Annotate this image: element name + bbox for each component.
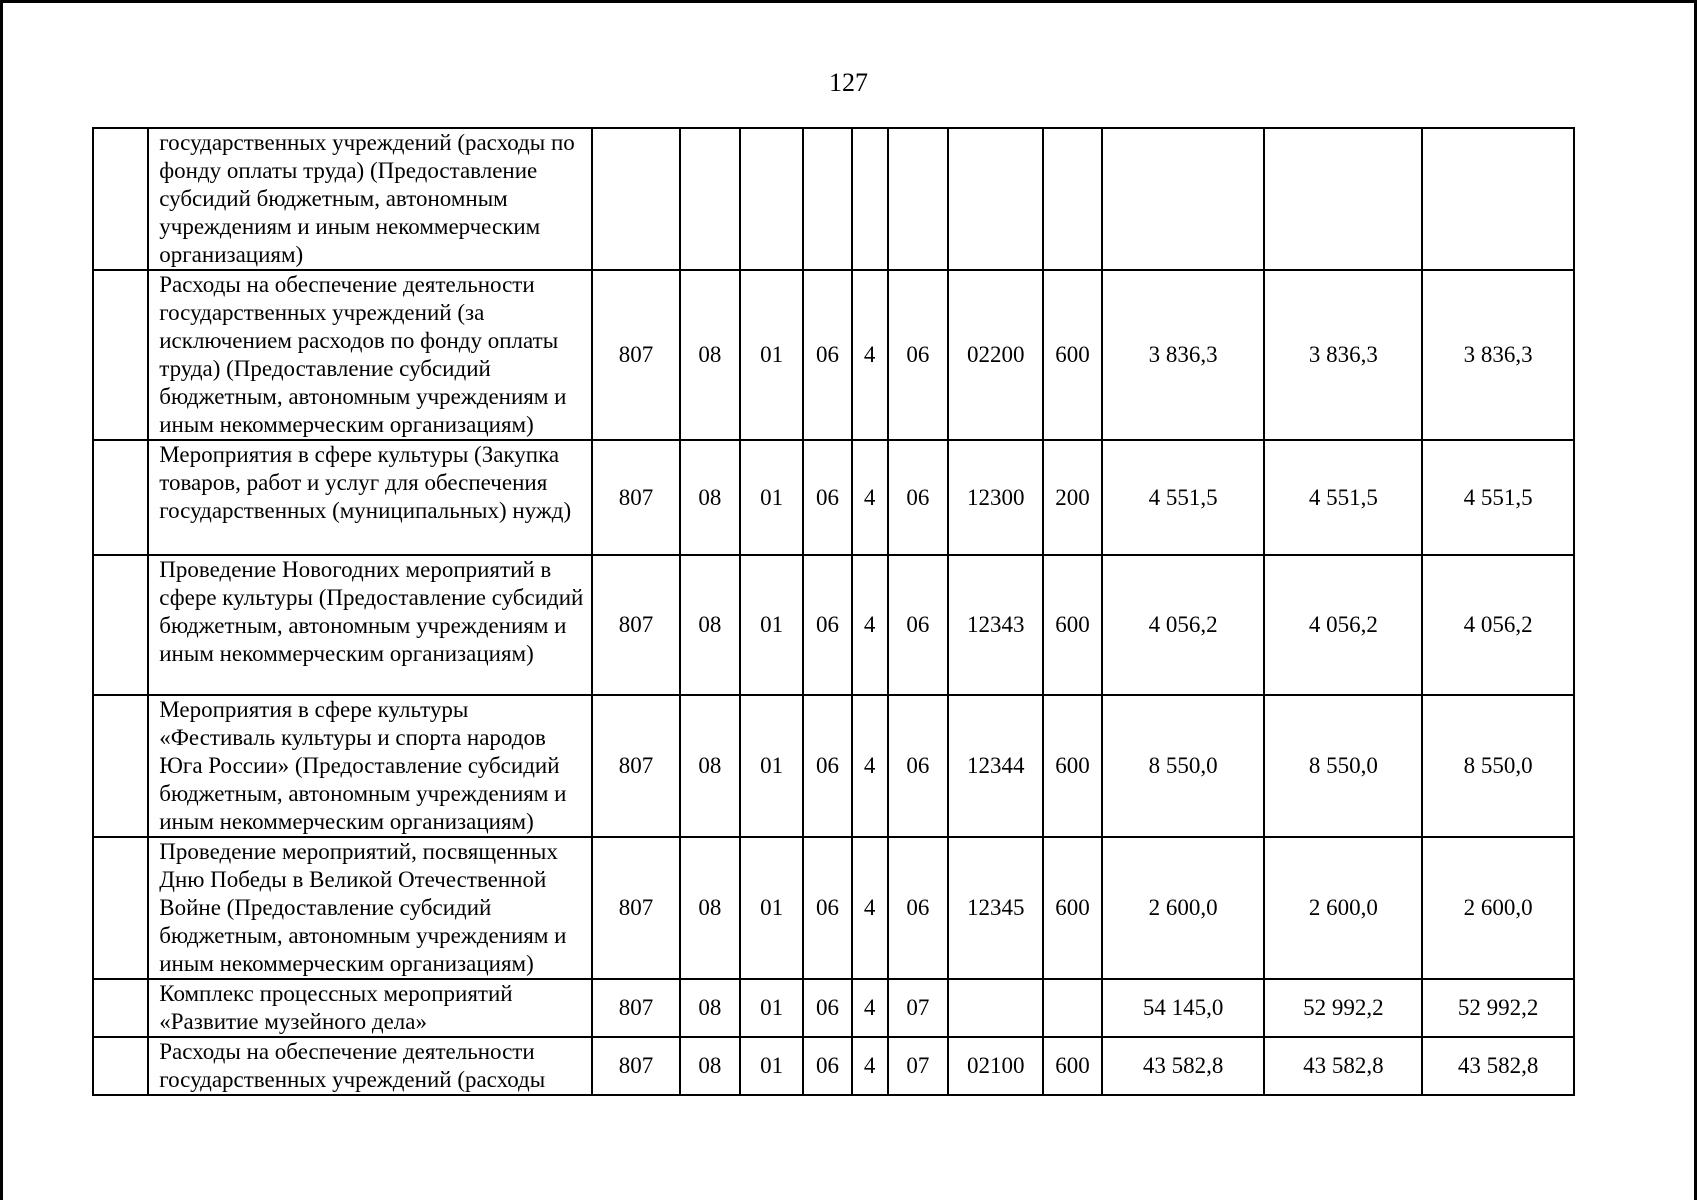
code-subsection: 01 xyxy=(740,270,803,440)
code-direction: 12344 xyxy=(948,695,1043,837)
amount-year-1: 43 582,8 xyxy=(1102,1037,1265,1095)
amount-year-3: 2 600,0 xyxy=(1422,837,1574,979)
row-number-cell xyxy=(93,440,148,555)
amount-year-1: 4 056,2 xyxy=(1102,555,1265,695)
amount-year-2: 8 550,0 xyxy=(1264,695,1422,837)
code-subprogram-type xyxy=(852,128,888,270)
amount-year-3: 4 056,2 xyxy=(1422,555,1574,695)
code-subprogram: 06 xyxy=(888,695,948,837)
code-direction: 12343 xyxy=(948,555,1043,695)
code-grbs: 807 xyxy=(592,440,679,555)
amount-year-1: 2 600,0 xyxy=(1102,837,1265,979)
code-direction xyxy=(948,979,1043,1037)
row-number-cell xyxy=(93,555,148,695)
amount-year-2: 3 836,3 xyxy=(1264,270,1422,440)
amount-year-3: 52 992,2 xyxy=(1422,979,1574,1037)
code-expense-type xyxy=(1043,128,1101,270)
code-subsection: 01 xyxy=(740,555,803,695)
code-direction xyxy=(948,128,1043,270)
budget-table xyxy=(92,127,1575,1096)
code-program: 06 xyxy=(803,695,851,837)
code-program: 06 xyxy=(803,1037,851,1095)
code-expense-type: 200 xyxy=(1043,440,1101,555)
table-row xyxy=(93,270,1574,440)
amount-year-1: 4 551,5 xyxy=(1102,440,1265,555)
row-name: Мероприятия в сфере культуры «Фестиваль культуры и спорта народов Юга России» (Предоставление субсидий бюджетным, автономным учреждениям и иным некоммерческим организациям) xyxy=(148,695,592,837)
code-expense-type xyxy=(1043,979,1101,1037)
code-section: 08 xyxy=(680,270,740,440)
code-expense-type: 600 xyxy=(1043,1037,1101,1095)
amount-year-1 xyxy=(1102,128,1265,270)
table-row xyxy=(93,440,1574,555)
row-number-cell xyxy=(93,1037,148,1095)
code-section xyxy=(680,128,740,270)
code-grbs: 807 xyxy=(592,1037,679,1095)
scan-edge-top xyxy=(0,0,1697,3)
code-subprogram: 06 xyxy=(888,555,948,695)
amount-year-2: 4 056,2 xyxy=(1264,555,1422,695)
code-subprogram-type: 4 xyxy=(852,979,888,1037)
code-subprogram: 07 xyxy=(888,979,948,1037)
code-section: 08 xyxy=(680,440,740,555)
code-subsection xyxy=(740,128,803,270)
code-subprogram-type: 4 xyxy=(852,270,888,440)
row-name: Проведение мероприятий, посвященных Дню Победы в Великой Отечественной Войне (Предоставление субсидий бюджетным, автономным учреждениям и иным некоммерческим организациям) xyxy=(148,837,592,979)
code-direction: 02100 xyxy=(948,1037,1043,1095)
amount-year-2: 43 582,8 xyxy=(1264,1037,1422,1095)
amount-year-2: 2 600,0 xyxy=(1264,837,1422,979)
amount-year-2 xyxy=(1264,128,1422,270)
code-subprogram-type: 4 xyxy=(852,555,888,695)
code-grbs: 807 xyxy=(592,979,679,1037)
code-subsection: 01 xyxy=(740,1037,803,1095)
code-subprogram-type: 4 xyxy=(852,695,888,837)
page-number: 127 xyxy=(829,68,868,97)
code-expense-type: 600 xyxy=(1043,837,1101,979)
code-subsection: 01 xyxy=(740,979,803,1037)
code-subprogram xyxy=(888,128,948,270)
code-program: 06 xyxy=(803,440,851,555)
row-name: Мероприятия в сфере культуры (Закупка товаров, работ и услуг для обеспечения государственных (муниципальных) нужд) xyxy=(148,440,592,555)
code-subprogram-type: 4 xyxy=(852,440,888,555)
table-row xyxy=(93,979,1574,1037)
code-subprogram: 07 xyxy=(888,1037,948,1095)
amount-year-2: 4 551,5 xyxy=(1264,440,1422,555)
amount-year-2: 52 992,2 xyxy=(1264,979,1422,1037)
row-number-cell xyxy=(93,128,148,270)
code-subprogram: 06 xyxy=(888,270,948,440)
code-direction: 02200 xyxy=(948,270,1043,440)
code-grbs: 807 xyxy=(592,555,679,695)
row-number-cell xyxy=(93,837,148,979)
amount-year-3: 3 836,3 xyxy=(1422,270,1574,440)
amount-year-3: 8 550,0 xyxy=(1422,695,1574,837)
amount-year-1: 3 836,3 xyxy=(1102,270,1265,440)
code-subsection: 01 xyxy=(740,440,803,555)
code-direction: 12300 xyxy=(948,440,1043,555)
table-row xyxy=(93,555,1574,695)
table-row xyxy=(93,837,1574,979)
amount-year-1: 8 550,0 xyxy=(1102,695,1265,837)
code-expense-type: 600 xyxy=(1043,270,1101,440)
table-row xyxy=(93,1037,1574,1095)
code-grbs: 807 xyxy=(592,270,679,440)
row-name: Проведение Новогодних мероприятий в сфере культуры (Предоставление субсидий бюджетным, автономным учреждениям и иным некоммерческим организациям) xyxy=(148,555,592,695)
code-program: 06 xyxy=(803,837,851,979)
code-grbs: 807 xyxy=(592,837,679,979)
code-section: 08 xyxy=(680,979,740,1037)
table-row xyxy=(93,128,1574,270)
row-number-cell xyxy=(93,695,148,837)
code-grbs: 807 xyxy=(592,695,679,837)
row-name: Расходы на обеспечение деятельности государственных учреждений (за исключением расходов по фонду оплаты труда) (Предоставление субсидий бюджетным, автономным учреждениям и иным некоммерческим организациям) xyxy=(148,270,592,440)
code-subprogram-type: 4 xyxy=(852,1037,888,1095)
code-section: 08 xyxy=(680,555,740,695)
row-name: государственных учреждений (расходы по фонду оплаты труда) (Предоставление субсидий бюджетным, автономным учреждениям и иным некоммерческим организациям) xyxy=(148,128,592,270)
row-number-cell xyxy=(93,270,148,440)
code-expense-type: 600 xyxy=(1043,695,1101,837)
code-grbs xyxy=(592,128,679,270)
row-number-cell xyxy=(93,979,148,1037)
amount-year-3 xyxy=(1422,128,1574,270)
amount-year-3: 4 551,5 xyxy=(1422,440,1574,555)
amount-year-3: 43 582,8 xyxy=(1422,1037,1574,1095)
row-name: Комплекс процессных мероприятий «Развитие музейного дела» xyxy=(148,979,592,1037)
code-subprogram: 06 xyxy=(888,837,948,979)
code-expense-type: 600 xyxy=(1043,555,1101,695)
code-subsection: 01 xyxy=(740,837,803,979)
code-subsection: 01 xyxy=(740,695,803,837)
scan-edge-left xyxy=(0,0,3,1200)
code-program: 06 xyxy=(803,270,851,440)
code-section: 08 xyxy=(680,1037,740,1095)
code-subprogram-type: 4 xyxy=(852,837,888,979)
code-section: 08 xyxy=(680,837,740,979)
code-program: 06 xyxy=(803,555,851,695)
code-program: 06 xyxy=(803,979,851,1037)
code-direction: 12345 xyxy=(948,837,1043,979)
code-program xyxy=(803,128,851,270)
code-subprogram: 06 xyxy=(888,440,948,555)
row-name: Расходы на обеспечение деятельности государственных учреждений (расходы xyxy=(148,1037,592,1095)
table-row xyxy=(93,695,1574,837)
code-section: 08 xyxy=(680,695,740,837)
amount-year-1: 54 145,0 xyxy=(1102,979,1265,1037)
